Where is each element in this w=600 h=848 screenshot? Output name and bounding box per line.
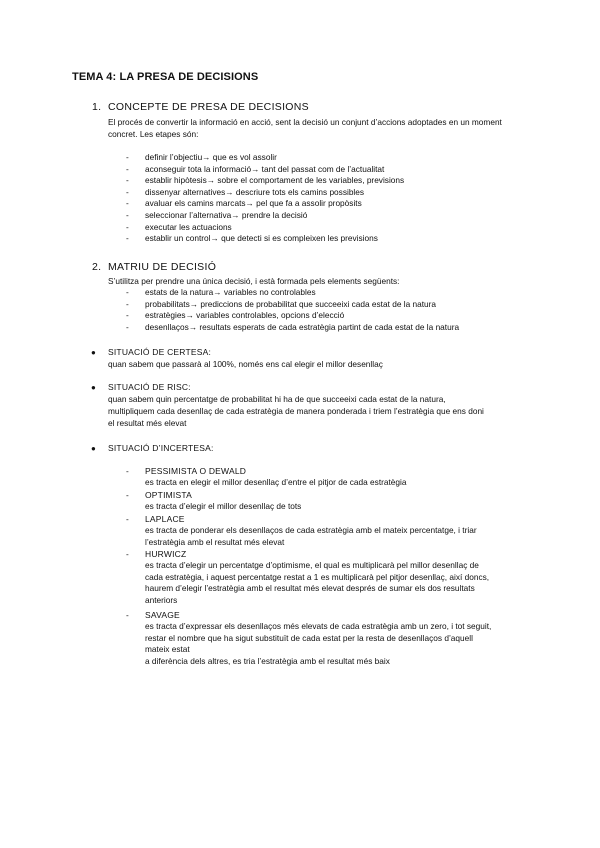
- criterion-name: LAPLACE: [145, 514, 185, 524]
- risc-block: [108, 381, 484, 429]
- incertesa-bullet: ●: [91, 444, 96, 453]
- criterion-name: HURWICZ: [145, 549, 187, 559]
- criterion-line: haurem d’elegir l’estratègia amb el resultat més elevat després de sumar els dos resultats: [145, 583, 475, 594]
- list-item: - seleccionar l’alternativa→ prendre la decisió: [126, 209, 308, 220]
- list-item: - executar les actuacions: [126, 221, 232, 232]
- section-2-number: 2.: [92, 261, 102, 273]
- list-item: - desenllaços→ resultats esperats de cada estratègia partint de cada estat de la natura: [126, 321, 460, 332]
- criterion-name: SAVAGE: [145, 610, 180, 620]
- criterion-line: mateix estat: [145, 644, 190, 655]
- criterion-hurwicz: - HURWICZ es tracta d’elegir un percentatge d’optimisme, el qual es multiplicarà pel millor desenllaç de cada estratègia, i aquest percentatge restat a 1 es multiplicarà pel pitjor desenllaç, així doncs, haurem d’elegir l’estratègia amb el resultat més elevat després de sumar els dos resultats anteriors: [145, 549, 525, 606]
- risc-line: quan sabem quin percentatge de probabilitat hi ha de que succeeixi cada estat de la natura,: [108, 394, 446, 404]
- certesa-heading: SITUACIÓ DE CERTESA:: [108, 347, 212, 357]
- certesa-block: [108, 346, 383, 370]
- criterion-line: anteriors: [145, 594, 178, 605]
- list-item: - estats de la natura→ variables no controlables: [126, 287, 316, 297]
- criterion-optimista: - OPTIMISTA es tracta d’elegir el millor desenllaç de tots: [145, 490, 505, 513]
- risc-line: el resultat més elevat: [108, 418, 187, 428]
- risc-bullet: ●: [91, 383, 96, 392]
- risc-line: multipliquem cada desenllaç de cada estratègia de manera ponderada i triem l’estratègia que ens doni: [108, 406, 484, 416]
- list-item: - avaluar els camins marcats→ pel que fa a assolir propòsits: [126, 198, 362, 209]
- criterion-pessimista: - PESSIMISTA O DEWALD es tracta en elegir el millor desenllaç d’entre el pitjor de cada estratègia: [145, 466, 505, 489]
- list-item: - establir un control→ que detecti si es compleixen les previsions: [126, 233, 378, 244]
- criterion-savage: - SAVAGE es tracta d’expressar els desenllaços més elevats de cada estratègia amb un zero, i tot seguit, restar el nombre que ha sigut substituït de cada estat per la resta de desenllaços d’aquell mateix estat a diferència dels altres, es tria l’estratègia amb el resultat més baix: [145, 610, 525, 667]
- section-2-intro: S’utilitza per prendre una única decisió, i està formada pels elements següents:: [108, 276, 400, 286]
- criterion-line: l’estratègia amb el resultat més elevat: [145, 536, 285, 547]
- list-item: - estratègies→ variables controlables, opcions d’elecció: [126, 310, 345, 321]
- criterion-line: cada estratègia, i aquest percentatge restat a 1 es multiplicarà pel pitjor desenllaç, així doncs,: [145, 571, 490, 582]
- criterion-laplace: - LAPLACE es tracta de ponderar els desenllaços de cada estratègia amb el mateix percentatge, i triar l’estratègia amb el resultat més elevat: [145, 514, 525, 548]
- list-item: - dissenyar alternatives→ descriure tots els camins possibles: [126, 186, 365, 197]
- decision-steps-list: [126, 152, 405, 245]
- certesa-text: quan sabem que passarà al 100%, només ens cal elegir el millor desenllaç: [108, 359, 383, 369]
- section-2-title: MATRIU DE DECISIÓ: [108, 261, 217, 273]
- criterion-line: es tracta d’expressar els desenllaços més elevats de cada estratègia amb un zero, i tot seguit,: [145, 621, 492, 632]
- list-item: - aconseguir tota la informació→ tant del passat com de l’actualitat: [126, 163, 385, 174]
- criterion-line: restar el nombre que ha sigut substituït de cada estat per la resta de desenllaços d’aquell: [145, 632, 473, 643]
- risc-heading: SITUACIÓ DE RISC:: [108, 382, 191, 392]
- criterion-line: es tracta de ponderar els desenllaços de cada estratègia amb el mateix percentatge, i triar: [145, 525, 477, 536]
- incertesa-block: [108, 442, 214, 454]
- criterion-line: es tracta d’elegir el millor desenllaç de tots: [145, 501, 302, 512]
- matrix-elements-list: [126, 287, 460, 333]
- list-item: - probabilitats→ prediccions de probabilitat que succeeixi cada estat de la natura: [126, 298, 437, 309]
- incertesa-heading: SITUACIÓ D’INCERTESA:: [108, 443, 214, 453]
- criterion-line: es tracta d’elegir un percentatge d’optimisme, el qual es multiplicarà pel millor desenllaç de: [145, 560, 479, 571]
- criterion-line: es tracta en elegir el millor desenllaç d’entre el pitjor de cada estratègia: [145, 477, 407, 488]
- list-item: - definir l’objectiu→ que es vol assolir: [126, 152, 277, 162]
- page-title: TEMA 4: LA PRESA DE DECISIONS: [72, 71, 259, 83]
- criterion-name: OPTIMISTA: [145, 490, 192, 500]
- criterion-name: PESSIMISTA O DEWALD: [145, 466, 247, 476]
- list-item: - establir hipòtesis→ sobre el comportament de les variables, previsions: [126, 175, 405, 186]
- section-1-intro: El procés de convertir la informació en acció, sent la decisió un conjunt d’accions adoptades en un moment concret. Les etapes són:: [108, 117, 502, 139]
- section-1-title: CONCEPTE DE PRESA DE DECISIONS: [108, 101, 309, 113]
- section-1-number: 1.: [92, 101, 102, 113]
- certesa-bullet: ●: [91, 348, 96, 357]
- criterion-line: a diferència dels altres, es tria l’estratègia amb el resultat més baix: [145, 655, 390, 666]
